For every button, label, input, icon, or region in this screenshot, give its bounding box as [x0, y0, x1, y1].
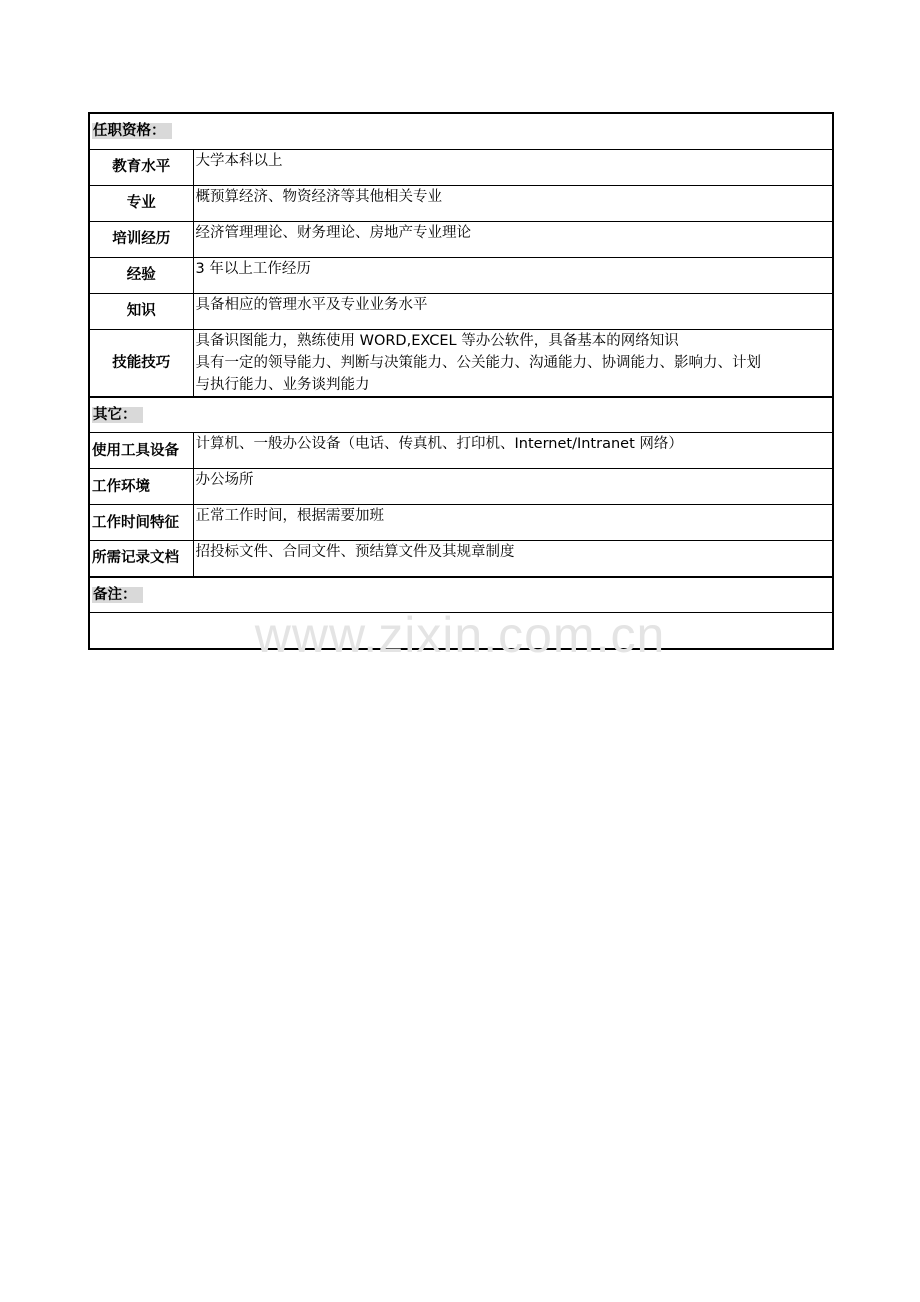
section-title-other: 其它： [92, 407, 143, 423]
table-row [89, 149, 833, 185]
table-row [89, 469, 833, 505]
row-value-experience: 3 年以上工作经历 [193, 257, 833, 293]
table-row [89, 257, 833, 293]
table-row [89, 221, 833, 257]
row-label-training: 培训经历 [89, 221, 193, 257]
row-label-major: 专业 [89, 185, 193, 221]
row-label-tools: 使用工具设备 [89, 433, 193, 469]
row-label-documents: 所需记录文档 [89, 541, 193, 577]
table-row [89, 329, 833, 397]
row-value-knowledge: 具备相应的管理水平及专业业务水平 [193, 293, 833, 329]
table-row [89, 185, 833, 221]
row-value-education: 大学本科以上 [193, 149, 833, 185]
job-description-page [88, 112, 832, 650]
table-row [89, 505, 833, 541]
row-value-training: 经济管理理论、财务理论、房地产专业理论 [193, 221, 833, 257]
row-value-documents: 招投标文件、合同文件、预结算文件及其规章制度 [193, 541, 833, 577]
table-row [89, 293, 833, 329]
section-header-other [89, 397, 833, 433]
table-row [89, 541, 833, 577]
row-label-knowledge: 知识 [89, 293, 193, 329]
job-requirements-table [88, 112, 834, 650]
row-label-environment: 工作环境 [89, 469, 193, 505]
remarks-row [89, 613, 833, 649]
table-row [89, 433, 833, 469]
row-value-skills [193, 329, 833, 397]
remarks-content [89, 613, 833, 649]
skills-line: 与执行能力、业务谈判能力 [195, 376, 370, 393]
section-header-qualifications [89, 113, 833, 149]
row-value-tools: 计算机、一般办公设备（电话、传真机、打印机、Internet/Intranet 网络） [193, 433, 833, 469]
row-label-work-hours: 工作时间特征 [89, 505, 193, 541]
section-title-remarks: 备注： [92, 587, 143, 603]
section-title-qualifications: 任职资格： [92, 123, 172, 139]
section-header-remarks [89, 577, 833, 613]
row-value-environment: 办公场所 [193, 469, 833, 505]
row-value-major: 概预算经济、物资经济等其他相关专业 [193, 185, 833, 221]
skills-line: 具有一定的领导能力、判断与决策能力、公关能力、沟通能力、协调能力、影响力、计划 [195, 354, 761, 371]
row-label-skills: 技能技巧 [89, 329, 193, 397]
skills-line: 具备识图能力，熟练使用 WORD,EXCEL 等办公软件，具备基本的网络知识 [195, 332, 679, 349]
watermark-text: www.zixin.com.cn [254, 607, 666, 663]
row-label-experience: 经验 [89, 257, 193, 293]
row-label-education: 教育水平 [89, 149, 193, 185]
row-value-work-hours: 正常工作时间，根据需要加班 [193, 505, 833, 541]
